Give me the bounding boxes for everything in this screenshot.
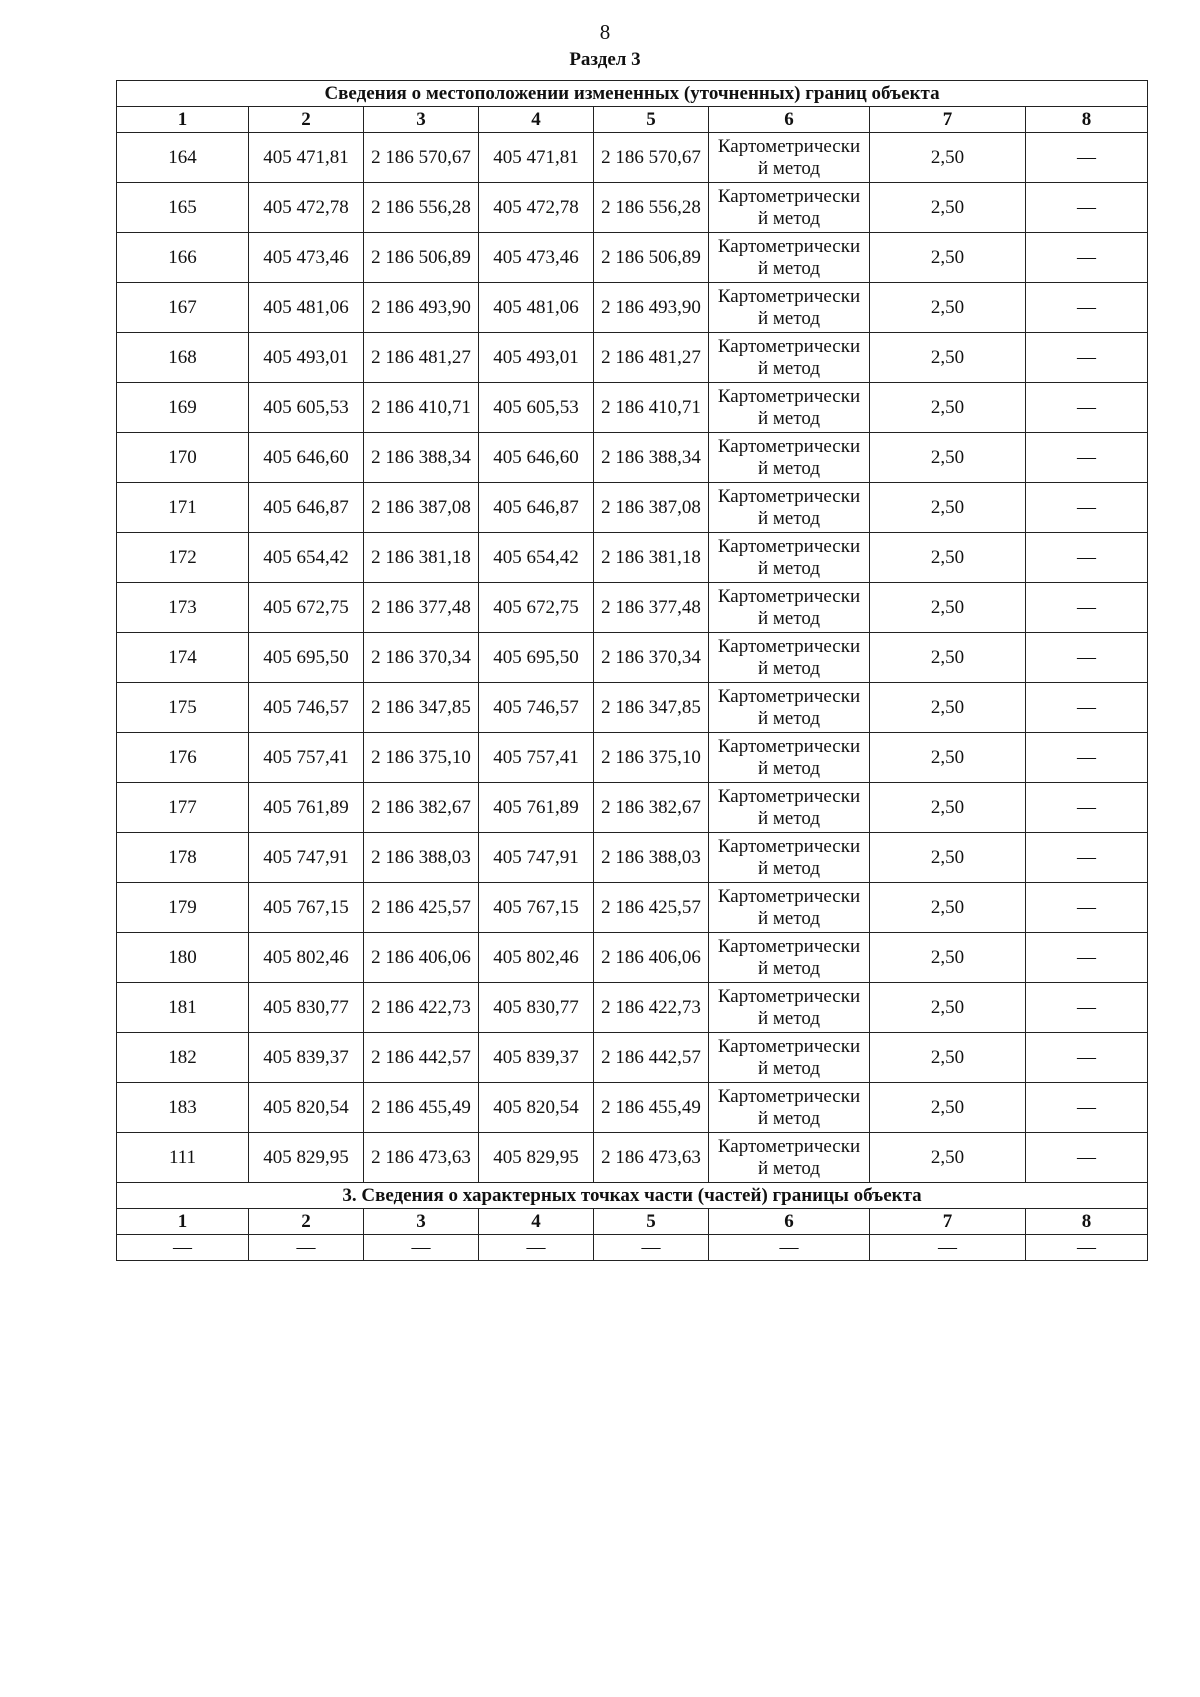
table-row	[117, 633, 1148, 683]
y-refined-cell: 2 186 377,48	[594, 583, 709, 633]
x-refined-cell: 405 767,15	[479, 883, 594, 933]
empty-cell: —	[709, 1235, 870, 1261]
point-number-cell: 181	[117, 983, 249, 1033]
y-refined-cell: 2 186 455,49	[594, 1083, 709, 1133]
table-row	[117, 233, 1148, 283]
note-cell: —	[1026, 883, 1148, 933]
table-row	[117, 533, 1148, 583]
accuracy-cell: 2,50	[870, 533, 1026, 583]
x-existing-cell: 405 493,01	[249, 333, 364, 383]
point-number-cell: 175	[117, 683, 249, 733]
method-line: Картометрически	[717, 385, 861, 407]
column-header: 8	[1026, 107, 1148, 133]
method-line: Картометрически	[717, 335, 861, 357]
method-cell	[709, 283, 870, 333]
method-line: Картометрически	[717, 235, 861, 257]
method-cell	[709, 833, 870, 883]
method-cell	[709, 983, 870, 1033]
method-line: й метод	[757, 657, 821, 679]
x-refined-cell: 405 472,78	[479, 183, 594, 233]
x-refined-cell: 405 830,77	[479, 983, 594, 1033]
table-row	[117, 883, 1148, 933]
y-refined-cell: 2 186 382,67	[594, 783, 709, 833]
accuracy-cell: 2,50	[870, 733, 1026, 783]
method-line: й метод	[757, 507, 821, 529]
x-existing-cell: 405 747,91	[249, 833, 364, 883]
note-cell: —	[1026, 483, 1148, 533]
column-header: 1	[117, 107, 249, 133]
table-row	[117, 283, 1148, 333]
y-refined-cell: 2 186 473,63	[594, 1133, 709, 1183]
point-number-cell: 170	[117, 433, 249, 483]
method-line: й метод	[757, 257, 821, 279]
table-row	[117, 983, 1148, 1033]
column-header: 2	[249, 1209, 364, 1235]
method-line: й метод	[757, 1007, 821, 1029]
method-cell	[709, 1033, 870, 1083]
point-number-cell: 168	[117, 333, 249, 383]
x-refined-cell: 405 672,75	[479, 583, 594, 633]
table-row	[117, 333, 1148, 383]
table-row	[117, 383, 1148, 433]
point-number-cell: 172	[117, 533, 249, 583]
method-cell	[709, 133, 870, 183]
y-existing-cell: 2 186 556,28	[364, 183, 479, 233]
accuracy-cell: 2,50	[870, 333, 1026, 383]
column-header: 7	[870, 107, 1026, 133]
y-refined-cell: 2 186 556,28	[594, 183, 709, 233]
method-line: й метод	[757, 857, 821, 879]
point-number-cell: 179	[117, 883, 249, 933]
x-refined-cell: 405 695,50	[479, 633, 594, 683]
accuracy-cell: 2,50	[870, 1083, 1026, 1133]
y-existing-cell: 2 186 377,48	[364, 583, 479, 633]
method-line: й метод	[757, 907, 821, 929]
x-existing-cell: 405 472,78	[249, 183, 364, 233]
x-existing-cell: 405 746,57	[249, 683, 364, 733]
empty-cell: —	[1026, 1235, 1148, 1261]
x-existing-cell: 405 761,89	[249, 783, 364, 833]
x-refined-cell: 405 839,37	[479, 1033, 594, 1083]
method-line: Картометрически	[717, 635, 861, 657]
x-refined-cell: 405 605,53	[479, 383, 594, 433]
empty-cell: —	[594, 1235, 709, 1261]
note-cell: —	[1026, 183, 1148, 233]
note-cell: —	[1026, 283, 1148, 333]
y-existing-cell: 2 186 442,57	[364, 1033, 479, 1083]
y-refined-cell: 2 186 570,67	[594, 133, 709, 183]
x-refined-cell: 405 473,46	[479, 233, 594, 283]
y-refined-cell: 2 186 381,18	[594, 533, 709, 583]
note-cell: —	[1026, 933, 1148, 983]
accuracy-cell: 2,50	[870, 633, 1026, 683]
method-line: й метод	[757, 957, 821, 979]
accuracy-cell: 2,50	[870, 483, 1026, 533]
x-refined-cell: 405 820,54	[479, 1083, 594, 1133]
y-refined-cell: 2 186 387,08	[594, 483, 709, 533]
method-cell	[709, 783, 870, 833]
accuracy-cell: 2,50	[870, 883, 1026, 933]
method-line: Картометрически	[717, 485, 861, 507]
x-existing-cell: 405 802,46	[249, 933, 364, 983]
empty-cell: —	[364, 1235, 479, 1261]
table2-header-row	[117, 1209, 1148, 1235]
note-cell: —	[1026, 683, 1148, 733]
x-existing-cell: 405 473,46	[249, 233, 364, 283]
x-refined-cell: 405 829,95	[479, 1133, 594, 1183]
accuracy-cell: 2,50	[870, 233, 1026, 283]
accuracy-cell: 2,50	[870, 783, 1026, 833]
table-row	[117, 483, 1148, 533]
empty-cell: —	[249, 1235, 364, 1261]
y-refined-cell: 2 186 370,34	[594, 633, 709, 683]
method-cell	[709, 533, 870, 583]
table-body	[117, 81, 1148, 1261]
empty-cell: —	[117, 1235, 249, 1261]
note-cell: —	[1026, 333, 1148, 383]
method-line: Картометрически	[717, 1135, 861, 1157]
y-refined-cell: 2 186 406,06	[594, 933, 709, 983]
method-line: Картометрически	[717, 835, 861, 857]
table-row	[117, 833, 1148, 883]
x-existing-cell: 405 839,37	[249, 1033, 364, 1083]
y-existing-cell: 2 186 382,67	[364, 783, 479, 833]
x-refined-cell: 405 761,89	[479, 783, 594, 833]
method-cell	[709, 483, 870, 533]
accuracy-cell: 2,50	[870, 933, 1026, 983]
y-existing-cell: 2 186 347,85	[364, 683, 479, 733]
point-number-cell: 182	[117, 1033, 249, 1083]
method-cell	[709, 633, 870, 683]
point-number-cell: 173	[117, 583, 249, 633]
x-refined-cell: 405 654,42	[479, 533, 594, 583]
table-row	[117, 133, 1148, 183]
table-row	[117, 683, 1148, 733]
table1-header-row	[117, 107, 1148, 133]
method-line: Картометрически	[717, 285, 861, 307]
x-existing-cell: 405 820,54	[249, 1083, 364, 1133]
column-header: 3	[364, 107, 479, 133]
method-line: й метод	[757, 807, 821, 829]
method-line: й метод	[757, 757, 821, 779]
accuracy-cell: 2,50	[870, 183, 1026, 233]
method-cell	[709, 683, 870, 733]
method-cell	[709, 733, 870, 783]
y-refined-cell: 2 186 481,27	[594, 333, 709, 383]
table-row	[117, 933, 1148, 983]
accuracy-cell: 2,50	[870, 833, 1026, 883]
column-header: 7	[870, 1209, 1026, 1235]
method-cell	[709, 933, 870, 983]
y-refined-cell: 2 186 442,57	[594, 1033, 709, 1083]
table-row	[117, 1033, 1148, 1083]
y-existing-cell: 2 186 381,18	[364, 533, 479, 583]
method-cell	[709, 383, 870, 433]
point-number-cell: 176	[117, 733, 249, 783]
column-header: 6	[709, 1209, 870, 1235]
accuracy-cell: 2,50	[870, 133, 1026, 183]
column-header: 4	[479, 107, 594, 133]
y-existing-cell: 2 186 387,08	[364, 483, 479, 533]
note-cell: —	[1026, 233, 1148, 283]
y-refined-cell: 2 186 388,34	[594, 433, 709, 483]
y-existing-cell: 2 186 493,90	[364, 283, 479, 333]
table2-title: 3. Сведения о характерных точках части (частей) границы объекта	[117, 1183, 1148, 1209]
method-line: Картометрически	[717, 585, 861, 607]
column-header: 5	[594, 107, 709, 133]
x-existing-cell: 405 695,50	[249, 633, 364, 683]
y-existing-cell: 2 186 388,34	[364, 433, 479, 483]
note-cell: —	[1026, 983, 1148, 1033]
x-refined-cell: 405 757,41	[479, 733, 594, 783]
x-existing-cell: 405 830,77	[249, 983, 364, 1033]
table2-title-row	[117, 1183, 1148, 1209]
point-number-cell: 111	[117, 1133, 249, 1183]
column-header: 5	[594, 1209, 709, 1235]
table-row	[117, 1083, 1148, 1133]
table-row	[117, 733, 1148, 783]
x-refined-cell: 405 493,01	[479, 333, 594, 383]
y-refined-cell: 2 186 422,73	[594, 983, 709, 1033]
table-row	[117, 783, 1148, 833]
method-cell	[709, 1133, 870, 1183]
y-existing-cell: 2 186 455,49	[364, 1083, 479, 1133]
method-line: Картометрически	[717, 785, 861, 807]
point-number-cell: 169	[117, 383, 249, 433]
x-existing-cell: 405 829,95	[249, 1133, 364, 1183]
note-cell: —	[1026, 1033, 1148, 1083]
method-cell	[709, 433, 870, 483]
method-line: Картометрически	[717, 735, 861, 757]
method-cell	[709, 183, 870, 233]
x-existing-cell: 405 672,75	[249, 583, 364, 633]
method-line: й метод	[757, 707, 821, 729]
method-line: Картометрически	[717, 885, 861, 907]
note-cell: —	[1026, 833, 1148, 883]
x-existing-cell: 405 646,60	[249, 433, 364, 483]
method-line: й метод	[757, 207, 821, 229]
point-number-cell: 177	[117, 783, 249, 833]
note-cell: —	[1026, 583, 1148, 633]
method-line: Картометрически	[717, 685, 861, 707]
column-header: 6	[709, 107, 870, 133]
y-existing-cell: 2 186 425,57	[364, 883, 479, 933]
x-existing-cell: 405 654,42	[249, 533, 364, 583]
method-line: й метод	[757, 357, 821, 379]
x-existing-cell: 405 646,87	[249, 483, 364, 533]
method-line: й метод	[757, 307, 821, 329]
method-line: й метод	[757, 407, 821, 429]
method-cell	[709, 1083, 870, 1133]
note-cell: —	[1026, 533, 1148, 583]
y-existing-cell: 2 186 506,89	[364, 233, 479, 283]
section-title: Раздел 3	[569, 49, 641, 70]
note-cell: —	[1026, 433, 1148, 483]
method-cell	[709, 233, 870, 283]
method-cell	[709, 333, 870, 383]
y-refined-cell: 2 186 347,85	[594, 683, 709, 733]
x-refined-cell: 405 646,87	[479, 483, 594, 533]
x-existing-cell: 405 471,81	[249, 133, 364, 183]
table-row	[117, 183, 1148, 233]
method-cell	[709, 583, 870, 633]
y-existing-cell: 2 186 410,71	[364, 383, 479, 433]
column-header: 2	[249, 107, 364, 133]
y-refined-cell: 2 186 410,71	[594, 383, 709, 433]
method-line: Картометрически	[717, 435, 861, 457]
y-existing-cell: 2 186 375,10	[364, 733, 479, 783]
accuracy-cell: 2,50	[870, 983, 1026, 1033]
method-line: й метод	[757, 557, 821, 579]
accuracy-cell: 2,50	[870, 683, 1026, 733]
y-refined-cell: 2 186 425,57	[594, 883, 709, 933]
note-cell: —	[1026, 633, 1148, 683]
column-header: 4	[479, 1209, 594, 1235]
x-refined-cell: 405 747,91	[479, 833, 594, 883]
table-row	[117, 583, 1148, 633]
method-line: й метод	[757, 1057, 821, 1079]
y-refined-cell: 2 186 388,03	[594, 833, 709, 883]
point-number-cell: 174	[117, 633, 249, 683]
x-refined-cell: 405 646,60	[479, 433, 594, 483]
method-line: й метод	[757, 1107, 821, 1129]
accuracy-cell: 2,50	[870, 1133, 1026, 1183]
accuracy-cell: 2,50	[870, 1033, 1026, 1083]
note-cell: —	[1026, 733, 1148, 783]
method-line: Картометрически	[717, 1085, 861, 1107]
point-number-cell: 165	[117, 183, 249, 233]
table-row	[117, 1133, 1148, 1183]
note-cell: —	[1026, 383, 1148, 433]
column-header: 8	[1026, 1209, 1148, 1235]
x-refined-cell: 405 481,06	[479, 283, 594, 333]
table1-title-row	[117, 81, 1148, 107]
method-line: й метод	[757, 457, 821, 479]
accuracy-cell: 2,50	[870, 433, 1026, 483]
empty-cell: —	[479, 1235, 594, 1261]
x-existing-cell: 405 767,15	[249, 883, 364, 933]
table1-title: Сведения о местоположении измененных (уточненных) границ объекта	[117, 81, 1148, 107]
method-line: Картометрически	[717, 185, 861, 207]
point-number-cell: 171	[117, 483, 249, 533]
point-number-cell: 178	[117, 833, 249, 883]
y-existing-cell: 2 186 570,67	[364, 133, 479, 183]
y-existing-cell: 2 186 473,63	[364, 1133, 479, 1183]
y-existing-cell: 2 186 422,73	[364, 983, 479, 1033]
x-existing-cell: 405 481,06	[249, 283, 364, 333]
x-existing-cell: 405 605,53	[249, 383, 364, 433]
method-line: Картометрически	[717, 135, 861, 157]
method-line: Картометрически	[717, 1035, 861, 1057]
point-number-cell: 167	[117, 283, 249, 333]
y-existing-cell: 2 186 388,03	[364, 833, 479, 883]
column-header: 3	[364, 1209, 479, 1235]
table2-empty-row	[117, 1235, 1148, 1261]
point-number-cell: 180	[117, 933, 249, 983]
note-cell: —	[1026, 1133, 1148, 1183]
empty-cell: —	[870, 1235, 1026, 1261]
y-refined-cell: 2 186 493,90	[594, 283, 709, 333]
column-header: 1	[117, 1209, 249, 1235]
point-number-cell: 183	[117, 1083, 249, 1133]
method-line: Картометрически	[717, 985, 861, 1007]
note-cell: —	[1026, 1083, 1148, 1133]
point-number-cell: 164	[117, 133, 249, 183]
method-cell	[709, 883, 870, 933]
method-line: й метод	[757, 157, 821, 179]
accuracy-cell: 2,50	[870, 583, 1026, 633]
y-refined-cell: 2 186 375,10	[594, 733, 709, 783]
table-row	[117, 433, 1148, 483]
note-cell: —	[1026, 133, 1148, 183]
page-number: 8	[599, 20, 611, 44]
method-line: й метод	[757, 607, 821, 629]
y-existing-cell: 2 186 370,34	[364, 633, 479, 683]
method-line: й метод	[757, 1157, 821, 1179]
x-refined-cell: 405 471,81	[479, 133, 594, 183]
method-line: Картометрически	[717, 935, 861, 957]
y-existing-cell: 2 186 481,27	[364, 333, 479, 383]
accuracy-cell: 2,50	[870, 383, 1026, 433]
x-existing-cell: 405 757,41	[249, 733, 364, 783]
note-cell: —	[1026, 783, 1148, 833]
y-existing-cell: 2 186 406,06	[364, 933, 479, 983]
boundary-table	[116, 80, 1148, 1261]
method-line: Картометрически	[717, 535, 861, 557]
x-refined-cell: 405 802,46	[479, 933, 594, 983]
y-refined-cell: 2 186 506,89	[594, 233, 709, 283]
x-refined-cell: 405 746,57	[479, 683, 594, 733]
point-number-cell: 166	[117, 233, 249, 283]
accuracy-cell: 2,50	[870, 283, 1026, 333]
